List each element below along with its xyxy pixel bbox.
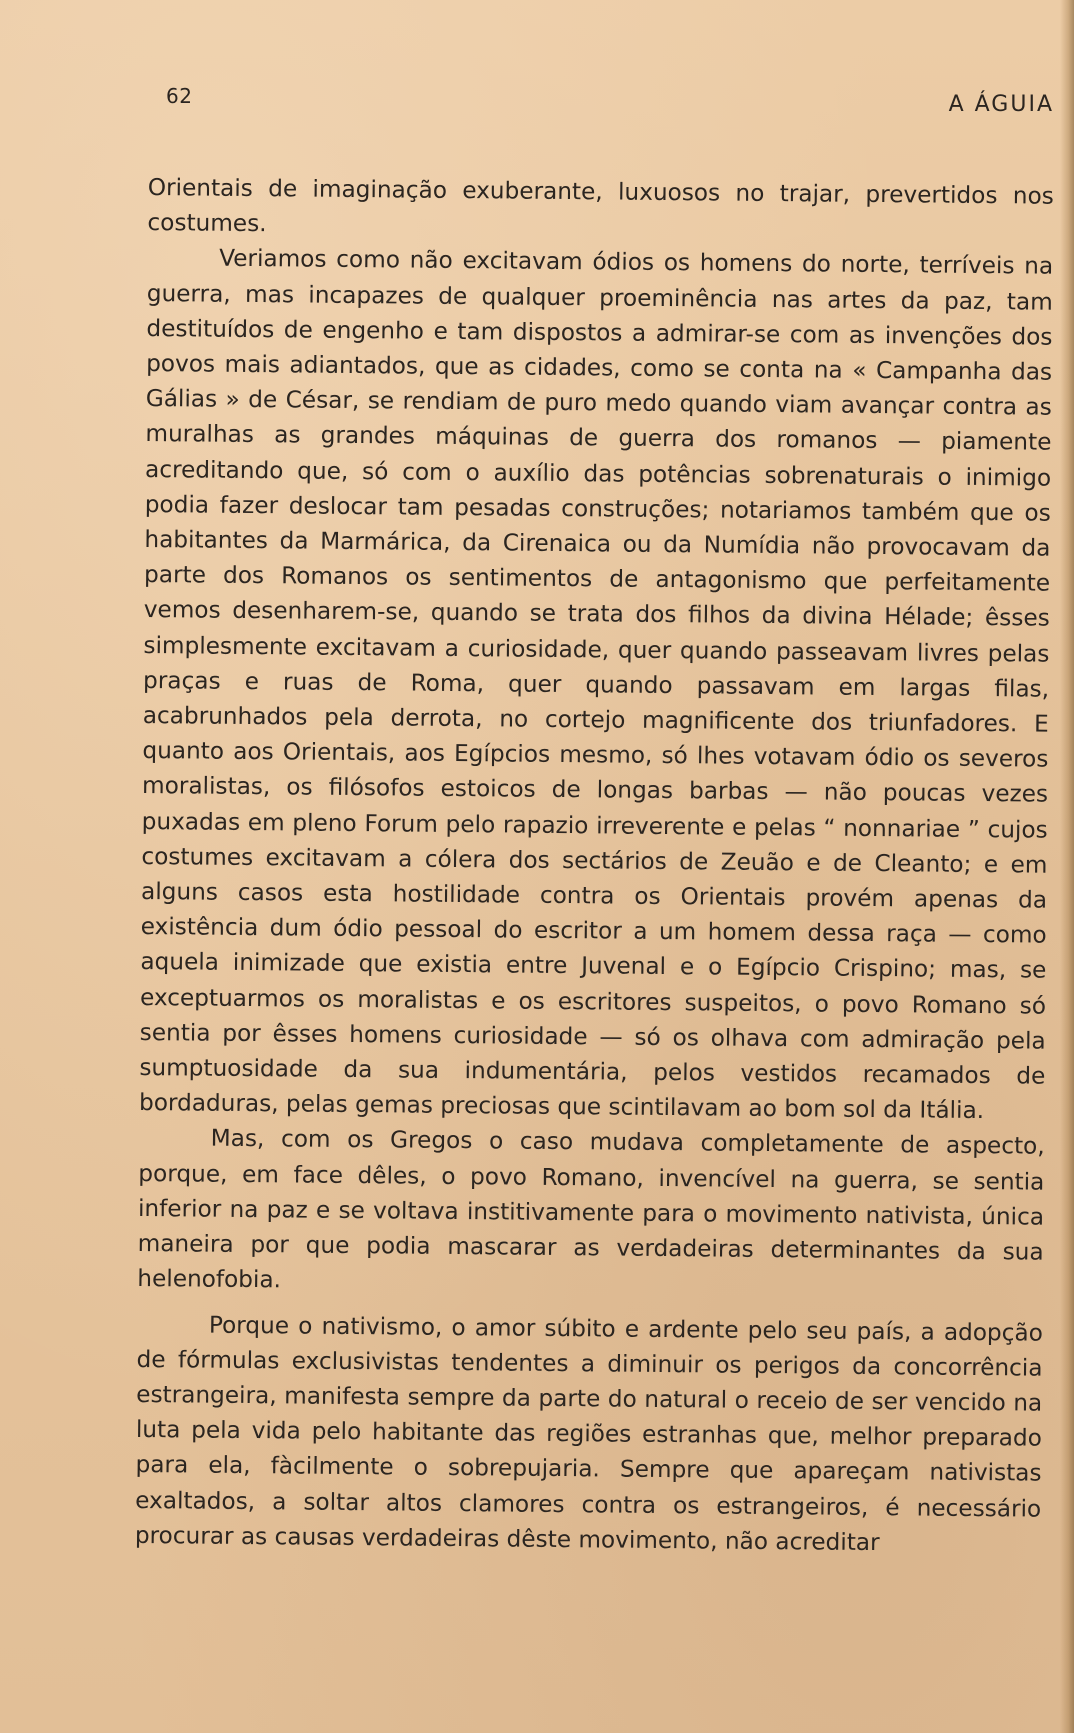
running-title: A ÁGUIA bbox=[948, 92, 1054, 117]
paragraph: Mas, com os Gregos o caso mudava completamente de aspecto, porque, em face dêles, o povo Romano, invencível na guerra, se sentia inferior na paz e se voltava institivamente para o movimento nativista, única maneira por que podia mascarar as verdadeiras determinantes da sua helenofobia. bbox=[137, 1125, 1045, 1294]
body-text bbox=[135, 170, 1054, 1562]
page-number: 62 bbox=[166, 84, 193, 108]
paragraph: Veriamos como não excitavam ódios os homens do norte, terríveis na guerra, mas incapazes de qualquer proeminência nas artes da paz, tam destituídos de engenho e tam dispostos a admirar-se com as invenções dos povos mais adiantados, que as cidades, como se conta na « Campanha das Gálias » de César, se rendiam de puro medo quando viam avançar contra as muralhas as grandes máquinas de guerra dos romanos — piamente acreditando que, só com o auxílio das potências sobrenaturais o inimigo podia fazer deslocar tam pesadas construções; notariamos também que os habitantes da Marmárica, da Cirenaica ou da Numídia não provocavam da parte dos Romanos os sentimentos de antagonismo que perfeitamente vemos desenharem-se, quando se trata dos filhos da divina Hélade; êsses simplesmente excitavam a curiosidade, quer quando passeavam livres pelas praças e ruas de Roma, quer quando passavam em largas filas, acabrunhados pela derrota, no cortejo magnificente dos triunfadores. E quanto aos Orientais, aos Egípcios mesmo, só lhes votavam ódio os severos moralistas, os filósofos estoicos de longas barbas — não poucas vezes puxadas em pleno Forum pelo rapazio irreverente e pelas “ nonnariae ” cujos costumes excitavam a cólera dos sectários de Zeuão e de Cleanto; e em alguns casos esta hostilidade contra os Orientais provém apenas da existência dum ódio pessoal do escritor a um homem dessa raça — como aquela inimizade que existia entre Juvenal e o Egípcio Crispino; mas, se exceptuarmos os moralistas e os escritores suspeitos, o povo Romano só sentia por êsses homens curiosidade — só os olhava com admiração pela sumptuosidade da sua indumentária, pelos vestidos recamados de bordaduras, pelas gemas preciosas que scintilavam ao bom sol da Itália. bbox=[138, 245, 1054, 1125]
page-edge-shadow bbox=[1060, 0, 1074, 1733]
paragraph-continued: Orientais de imaginação exuberante, luxuosos no trajar, prevertidos nos costumes. bbox=[147, 173, 1054, 238]
paragraph: Porque o nativismo, o amor súbito e ardente pelo seu país, a adopção de fórmulas exclusivistas tendentes a diminuir os perigos da concorrência estrangeira, manifesta sempre da parte do natural o receio de ser vencido na luta pela vida pelo habitante das regiões estranhas que, melhor preparado para ela, fàcilmente o sobrepujaria. Sempre que apareçam nativistas exaltados, a soltar altos clamores contra os estrangeiros, é necessário procurar as causas verdadeiras dêste movimento, não acreditar bbox=[134, 1311, 1044, 1556]
